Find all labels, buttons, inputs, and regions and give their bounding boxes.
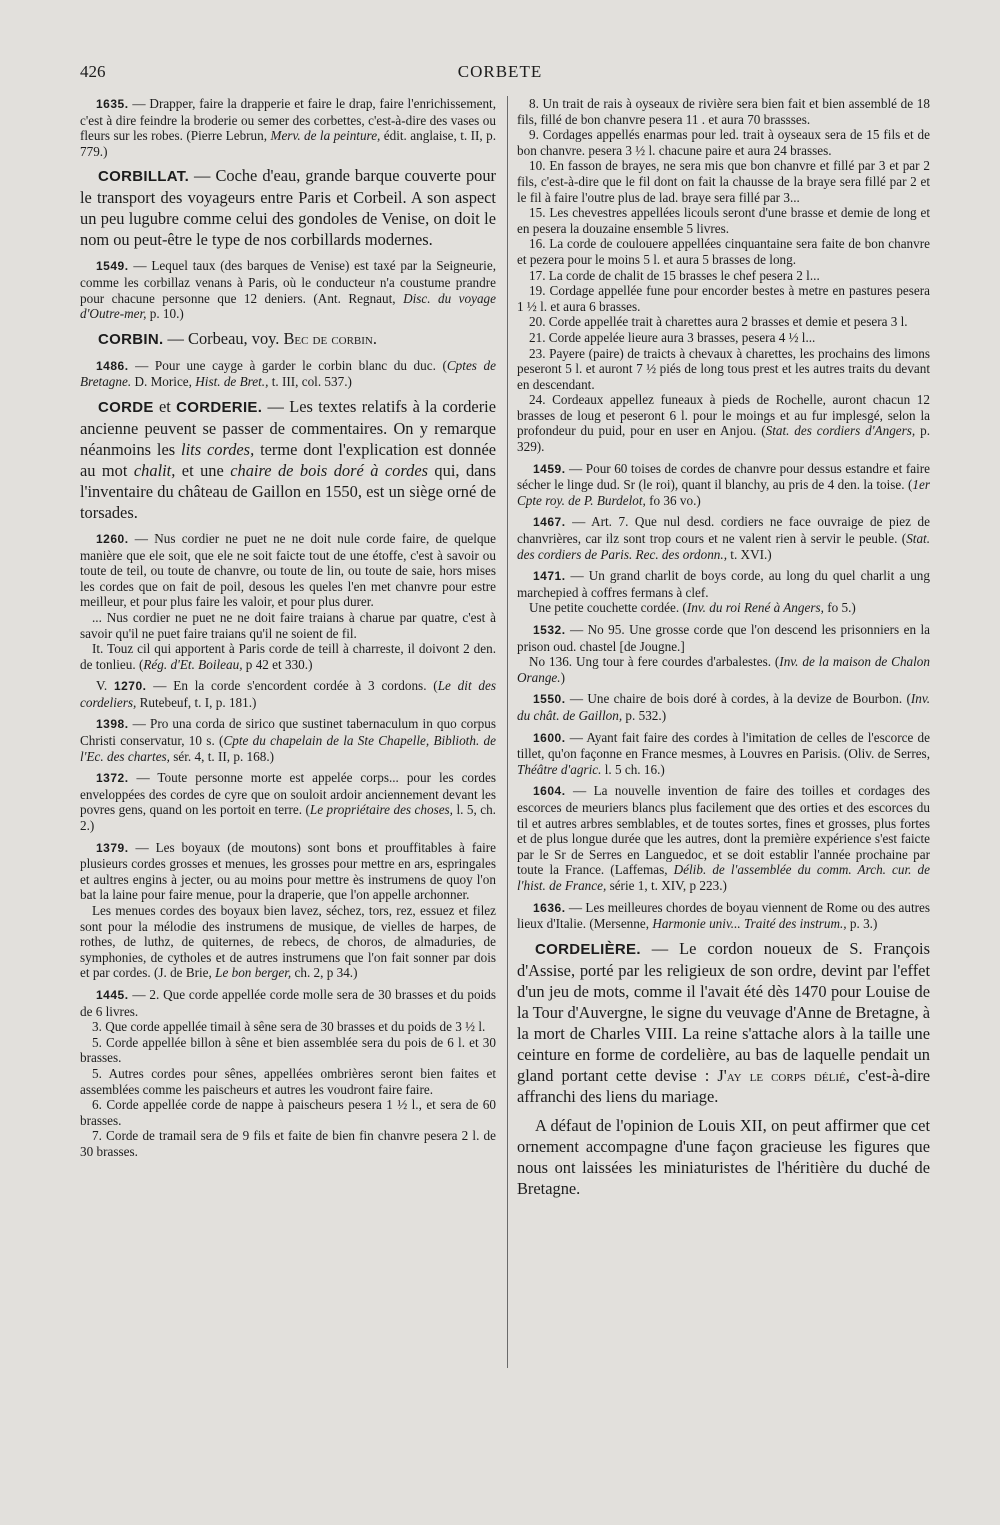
entry-term-2: chalit,	[133, 460, 176, 480]
citation-1379	[80, 840, 496, 903]
citation-source: Le dit des cordeliers,	[80, 678, 496, 710]
article-10: 10. En fasson de brayes, ne sera mis que bon chanvre et fillé par 3 et par 2 fils, c'est-à-dire que le fil dont on fait la chausse de la braye sera fillé par 2 et le fil à faire l'outre plus de lad. braye sera fillé par 3...	[517, 158, 930, 205]
headword: CORDELIÈRE.	[535, 940, 641, 958]
entry-corbillat	[80, 165, 496, 250]
article-9: 9. Cordages appellés enarmas pour led. trait à oyseaux sera de 15 fils et de bon chanvre. pesera 3 ½ l. chacune paire et aura 24 brasses.	[517, 127, 930, 158]
citation-text: — Lequel taux (des barques de Venise) est taxé par la Seigneurie, comme les corbillaz venans à Paris, où le conducteur n'a coustume prandre pour chacune personne que 12 deniers. (Ant. Regnaut,	[80, 258, 496, 306]
citation-year: 1486.	[96, 358, 129, 373]
citation-text: — Art. 7. Que nul desd. cordiers ne face ouvraige de piez de chanvrières, car ilz sont trop cours et ne valent rien à servir le peuble. (	[517, 514, 930, 547]
citation-source: Inv. de la maison de Chalon Orange.	[517, 654, 930, 685]
article-5b: 5. Autres cordes pour sênes, appellées ombrières seront bien faites et assemblées comme les paischeurs et autres les voudront faire faire.	[80, 1065, 496, 1097]
citation-text: — Une chaire de bois doré à cordes, à la devize de Bourbon. (	[565, 691, 911, 707]
citation-year: 1635.	[96, 97, 129, 111]
citation-ref: sér. 4, t. II, p. 168.)	[169, 748, 275, 764]
article-8: 8. Un trait de rais à oyseaux de rivière sera bien fait et bien assemblé de 18 fils, fillé de bon chanvre pesera 11 . et aura 70 brassses.	[517, 96, 930, 127]
citation-text: — Ayant fait faire des cordes à l'imitation de celles de l'escorce de tillet, qu'on façonne en France mesmes, à Louvres en Parisis. (Oliv. de Serres,	[517, 729, 930, 762]
citation-year: 1270.	[113, 679, 147, 694]
citation-text: — Pour une cayge à garder le corbin blanc du duc. (	[128, 357, 447, 373]
citation-text: — En la corde s'encordent cordée à 3 cordons. (	[146, 678, 438, 694]
citation-ref: Rutebeuf, t. I, p. 181.)	[136, 694, 257, 710]
citation-text: — Drapper, faire la drapperie et faire le drap, faire l'enrichissement, c'est à dire feindre la broderie ou semer des corbettes, c'est-à-dire des vases ou fleurs sur les robes. (Pierre Lebrun,	[80, 96, 496, 144]
citation-1532-continued	[517, 654, 930, 685]
citation-source: Le bon berger,	[215, 965, 292, 981]
left-column	[80, 96, 496, 1160]
citation-source: Rég. d'Et. Boileau,	[143, 656, 243, 672]
citation-year: 1532.	[533, 623, 566, 637]
citation-source: Cptes de Bretagne.	[80, 357, 496, 390]
motto: J'ay le corps délié,	[717, 1065, 850, 1085]
citation-year: 1636.	[533, 900, 566, 915]
entry-text-2: terme dont l'explication est donnée au mot	[80, 439, 497, 480]
citation-year: 1372.	[96, 771, 129, 786]
article-6: 6. Corde appellée corde de nappe à paischeurs pesera 1 ½ l., et sera de 60 brasses.	[80, 1097, 496, 1128]
citation-text: Les menues cordes des boyaux bien lavez, séchez, tors, rez, essuez et filez sont pour la mélodie des instrumens de musique, de vielles de harpes, de rothes, de luthz, de quiternes, de rebecs, de choros, de almaduries, de symphonies, de cytholes et de autres instrumens que l'on fait sonner par dois et par cordes. (J. de Brie,	[80, 903, 496, 981]
article-19: 19. Cordage appellée fune pour encorder bestes à metre en pastures pesera 1 ½ l. et aura 6 brasses.	[517, 283, 930, 314]
citation-ref: série 1, t. XIV, p 223.)	[606, 877, 727, 893]
citation-text: — Un grand charlit de boys corde, au long du quel charlit a ung marchepied à coffres fermans à clef.	[517, 568, 930, 600]
citation-1379-continued	[80, 903, 496, 981]
citation-text: — Pro una corda de sirico que sustinet tabernaculum in quo corpus Christi conservatur, 10 s. (	[80, 716, 496, 749]
article-text: 24. Cordeaux appellez funeaux à pieds de Rochelle, auront chacun 12 brasses de loug et peseront 6 l. pour le moings et au fur implesgé, selon la profondeur du puid, pour en user en Anjou. (	[517, 392, 930, 439]
article-24	[517, 392, 930, 454]
article-15: 15. Les chevestres appellées licouls seront d'une brasse et demie de long et en pesera la douzaine ensemble 5 livres.	[517, 205, 930, 236]
citation-ref: fo 5.)	[823, 600, 856, 616]
citation-1471	[517, 568, 930, 600]
citation-year: 1600.	[533, 730, 566, 745]
entry-text: — Les textes relatifs à la corderie ancienne peuvent se passer de commentaires. On y remarque néanmoins les	[80, 396, 496, 459]
citation-source: 1er Cpte roy. de P. Burdelot,	[517, 477, 930, 508]
citation-ref: fo 36 vo.)	[645, 492, 701, 508]
citation-year: 1459.	[533, 461, 566, 476]
right-column	[517, 96, 930, 1207]
article-5: 5. Corde appellée billon à sêne et bien assemblée sera du pois de 6 l. et 30 brasses.	[80, 1034, 496, 1066]
citation-prefix: V.	[96, 678, 114, 694]
citation-ref: édit. anglaise, t. II, p. 779.)	[80, 128, 496, 159]
citation-text: — Pour 60 toises de cordes de chanvre pour dessus estandre et faire sécher le linge dud. Sr (le roi), quant il blanchy, au pris de 4 den. la toise. (	[517, 460, 930, 493]
citation-1372	[80, 770, 496, 833]
page-number: 426	[80, 62, 106, 81]
citation-1459	[517, 461, 930, 509]
citation-1549	[80, 258, 496, 321]
citation-1270	[80, 678, 496, 710]
citation-year: 1604.	[533, 784, 566, 799]
citation-ref: t. III, col. 537.)	[268, 374, 352, 390]
citation-text: — Les boyaux (de moutons) sont bons et prouffitables à faire plusieurs cordes grosses et menues, les grosses pour mettre en ars, espringales et aultres engins à jecter, ou au moins pour mettre ès instrumens de quoy l'on bat la laine pour faire menue, pour la draperie, que l'on appelle archonner.	[80, 839, 496, 903]
citation-ref: p. 3.)	[846, 916, 878, 932]
headword: CORDE	[98, 398, 154, 416]
citation-source: Délib. de l'assemblée du comm. Arch. cur. de l'hist. de France,	[517, 862, 930, 893]
article-20: 20. Corde appellée trait à charettes aura 2 brasses et demie et pesera 3 l.	[529, 314, 908, 330]
citation-text: — Les meilleures chordes de boyau viennent de Rome ou des autres lieux d'Italie. (Mersenne,	[517, 899, 930, 932]
citation-source: Théâtre d'agric.	[517, 761, 602, 777]
entry-term: lits cordes,	[181, 439, 255, 459]
entry-text-4: qui, dans l'inventaire du château de Gaillon en 1550, est un siège orné de torsades.	[80, 460, 496, 522]
citation-1486	[80, 358, 496, 390]
citation-1445	[80, 987, 496, 1019]
citation-ref: p 42 et 330.)	[242, 656, 313, 672]
citation-ref: ch. 2, p 34.)	[291, 965, 358, 981]
entry-term-3: chaire de bois doré à cordes	[230, 460, 428, 480]
citation-1260-item	[80, 641, 496, 672]
citation-text: No 136. Ung tour à fere courdes d'arbalestes. (	[529, 654, 780, 670]
citation-1467	[517, 514, 930, 562]
citation-source: Disc. du voyage d'Outre-mer,	[80, 290, 497, 322]
citation-1604	[517, 783, 930, 893]
citation-ref: p. 532.)	[622, 707, 667, 723]
citation-source-2: Hist. de Bret.,	[195, 374, 269, 390]
citation-text: — Toute personne morte est appelée corps... pour les cordes enveloppées des cordes de cyre que on souloit ardoir anciennement devant les povres gens, quand on les portoit en terre. (	[80, 770, 496, 818]
citation-year: 1379.	[96, 840, 129, 855]
article-23: 23. Payere (paire) de traicts à chevaux à charettes, les prochains des limons peseront 5 l. et auront 7 ½ piés de long tous prest et les autres traits du devant en descendant.	[517, 345, 930, 392]
citation-ref: p. 329).	[517, 423, 930, 455]
citation-text: — Nus cordier ne puet ne ne doit nule corde faire, de quelque manière que ele soit, que ele ne soit faicte tout de une étoffe, c'est à savoir ou toute de teil, ou toute de chanvre, ou toute de lin, ou toute de saie, hors mises les cordes que on fait de poil, desous les queles l'en met chanvre pour estre meilleur, et pour plus faire les valoir, et pour plus durer.	[80, 530, 496, 610]
article-3: 3. Que corde appellée timail à sêne sera de 30 brasses et du poids de 3 ½ l.	[92, 1019, 486, 1035]
column-divider	[507, 96, 508, 1368]
citation-year: 1550.	[533, 692, 566, 707]
citation-source: Merv. de la peinture,	[270, 128, 381, 144]
citation-source: Inv. du roi René à Angers,	[686, 600, 824, 616]
citation-1550	[517, 691, 930, 723]
cross-reference: Bec de corbin.	[283, 328, 377, 348]
entry-text: — Le cordon noueux de S. François d'Assise, porté par les religieux de son ordre, devint par l'effet d'un jeu de mots, comme il l'avait été dès 1470 pour Louise de la Tour d'Auvergne, le signe du veuvage d'Anne de Bretagne, à la mort de Charles VIII. La reine s'attache alors à la taille une ceinture en forme de cordelière, au bas de laquelle pendait un gland portant cette devise :	[517, 938, 930, 1085]
citation-1600	[517, 730, 930, 778]
headword: CORBILLAT.	[98, 168, 190, 186]
entry-text-2: c'est-à-dire affranchi des liens du mariage.	[517, 1065, 930, 1106]
citation-text: It. Touz cil qui apportent à Paris corde de teill à charreste, il doivont 2 den. de tonlieu. (	[80, 641, 496, 672]
entry-corbin	[80, 328, 496, 350]
citation-1398	[80, 716, 496, 764]
citation-1635	[80, 96, 496, 159]
citation-source: Stat. des cordiers d'Angers,	[765, 423, 916, 439]
citation-1471-continued	[517, 600, 930, 616]
entry-text: — Corbeau, voy.	[163, 328, 284, 348]
citation-ref: l. 5 ch. 16.)	[601, 761, 665, 777]
article-21: 21. Corde appelée lieure aura 3 brasses, pesera 4 ½ l...	[529, 329, 816, 345]
headword-2: CORDERIE.	[176, 398, 263, 416]
citation-text-2: D. Morice,	[131, 374, 196, 390]
running-title: CORBETE	[457, 62, 543, 81]
citation-source: Le propriétaire des choses,	[309, 802, 453, 818]
citation-ref: t. XVI.)	[727, 546, 772, 562]
citation-text: — La nouvelle invention de faire des toilles et cordages des escorces de meuriers blancs plus facilement que des orties et des escorces du til et autres arbres semblables, et de toutes sortes, fines et grosses, plus fortes et de plus longue durée que les autres, dont la première expérience s'est faicte par le Sr de Serres en Languedoc, et se doit establir l'année prochaine par toute la France. (Laffemas,	[517, 783, 930, 878]
citation-1260-continued: ... Nus cordier ne puet ne ne doit faire traians à charue par quatre, c'est à savoir qu'il ne puet faire traians qu'il ne soient de fil.	[80, 609, 496, 641]
citation-ref: p. 10.)	[146, 306, 184, 322]
citation-ref: l. 5, ch. 2.)	[80, 802, 496, 834]
entry-text: — Coche d'eau, grande barque couverte pour le transport des voyageurs entre Paris et Corbeil. A son aspect un peu lugubre comme celui des gondoles de Venise, on doit le nom ou peut-être le type de nos corbillards modernes.	[80, 166, 496, 250]
citation-year: 1549.	[96, 259, 129, 274]
citation-text: — No 95. Une grosse corde que l'on descend les prisonniers en la prison oud. chastel [de Jougne.]	[517, 622, 930, 654]
article-7: 7. Corde de tramail sera de 9 fils et faite de bien fin chanvre pesera 2 l. de 30 brasses.	[80, 1128, 496, 1159]
citation-year: 1445.	[96, 987, 129, 1002]
citation-year: 1398.	[96, 717, 129, 732]
citation-text: — 2. Que corde appellée corde molle sera de 30 brasses et du poids de 6 livres.	[80, 986, 496, 1019]
entry-text-3: et une	[175, 460, 231, 480]
citation-year: 1260.	[96, 531, 129, 546]
entry-cordeliere-paragraph-2: A défaut de l'opinion de Louis XII, on peut affirmer que cet ornement accompagne d'une façon gracieuse les figures que nous ont laissées les miniaturistes de l'héritière du duché de Bretagne.	[517, 1115, 930, 1198]
article-17: 17. La corde de chalit de 15 brasses le chef pesera 2 l...	[529, 267, 820, 283]
citation-source: Stat. des cordiers de Paris. Rec. des ordonn.,	[517, 531, 930, 562]
citation-1636	[517, 900, 930, 932]
headword: CORBIN.	[98, 330, 164, 348]
article-16: 16. La corde de coulouere appellées cinquantaine sera faite de bon chanvre et pezera pour le moins 5 l. et aura 5 brasses de long.	[517, 236, 930, 267]
citation-ref: )	[560, 669, 565, 685]
citation-1260	[80, 531, 496, 610]
citation-1532	[517, 622, 930, 654]
citation-text: Une petite couchette cordée. (	[529, 600, 687, 616]
citation-year: 1467.	[533, 515, 566, 530]
citation-source: Cpte du chapelain de la Ste Chapelle, Biblioth. de l'Ec. des chartes,	[80, 733, 497, 764]
headword-join: et	[153, 396, 177, 416]
citation-source: Harmonie univ... Traité des instrum.,	[652, 916, 847, 932]
citation-year: 1471.	[533, 569, 566, 584]
citation-source: Inv. du chât. de Gaillon,	[517, 691, 930, 723]
entry-corde	[80, 396, 496, 523]
entry-cordeliere	[517, 938, 930, 1107]
